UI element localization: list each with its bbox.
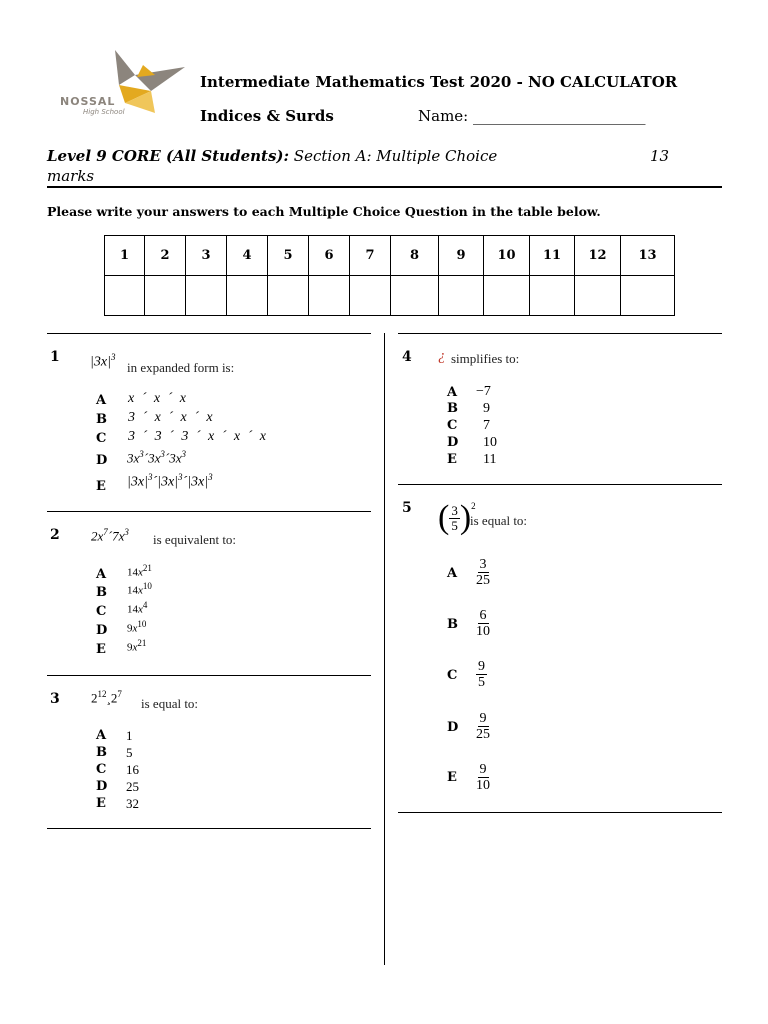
answer-col-10: 10 xyxy=(484,236,530,276)
right-rule-top xyxy=(398,333,722,334)
school-logo xyxy=(55,45,190,120)
q5-c-numerator: 9 xyxy=(478,659,485,674)
question-2-number: 2 xyxy=(50,527,60,543)
q3-option-a: 1 xyxy=(126,728,133,743)
q4-option-c: 7 xyxy=(483,418,490,433)
column-divider xyxy=(384,333,385,965)
left-rule-top xyxy=(47,333,371,334)
question-5-number: 5 xyxy=(402,500,412,516)
left-rule-q3 xyxy=(47,675,371,676)
q3-letter-b: B xyxy=(96,745,107,760)
q5-e-denominator: 10 xyxy=(476,778,490,793)
section-divider xyxy=(47,186,722,188)
q3-letter-e: E xyxy=(96,796,106,811)
q5-d-numerator: 9 xyxy=(479,711,487,726)
question-1-prompt: in expanded form is: xyxy=(127,360,235,375)
test-title: Intermediate Mathematics Test 2020 - NO CALCULATOR xyxy=(200,73,678,91)
q5-letter-d: D xyxy=(447,720,459,735)
answer-col-4: 4 xyxy=(227,236,268,276)
answer-cell-9[interactable] xyxy=(439,276,484,316)
q5-a-denominator: 25 xyxy=(476,573,490,588)
question-4-glyph: ¿ xyxy=(438,348,446,364)
answer-col-5: 5 xyxy=(268,236,309,276)
marks-number: 13 xyxy=(650,147,670,165)
answer-cell-2[interactable] xyxy=(145,276,186,316)
section-level: Level 9 CORE (All Students): xyxy=(47,147,290,165)
q1-option-b: 3 ´ x ´ x ´ x xyxy=(128,410,215,425)
q5-option-c xyxy=(476,659,487,690)
question-5-expression: ( $\frac{3}{5}$ ) $^2$ xyxy=(438,499,476,536)
answer-cell-11[interactable] xyxy=(530,276,575,316)
q1-letter-a: A xyxy=(96,393,107,408)
q1-option-a: x ´ x ´ x xyxy=(128,391,188,406)
question-4-prompt: simplifies to: xyxy=(451,351,520,366)
q5-letter-c: C xyxy=(447,668,458,683)
question-2-prompt: is equivalent to: xyxy=(153,532,237,547)
q5-letter-b: B xyxy=(447,617,458,632)
q1-option-d: $3x^3´3x^3´3x^3$ xyxy=(127,449,187,466)
left-rule-bottom xyxy=(47,828,371,829)
q1-letter-b: B xyxy=(96,412,107,427)
answer-cell-1[interactable] xyxy=(105,276,145,316)
q2-letter-e: E xyxy=(96,642,106,657)
q5-c-denominator: 5 xyxy=(478,675,485,690)
question-3-expression: $2^{12}¸2^7$ xyxy=(91,689,122,706)
logo-text: NOSSAL xyxy=(60,95,116,108)
q5-option-d xyxy=(476,711,490,742)
q5-letter-a: A xyxy=(447,566,458,581)
marks-word: marks xyxy=(47,167,95,185)
q2-letter-b: B xyxy=(96,585,107,600)
answer-cell-12[interactable] xyxy=(575,276,621,316)
answer-table-header-row xyxy=(105,236,675,276)
answer-col-7: 7 xyxy=(350,236,391,276)
q2-option-d: $9x^{10}$ xyxy=(127,619,147,635)
q4-letter-b: B xyxy=(447,401,458,416)
section-title: Section A: Multiple Choice xyxy=(289,147,498,165)
q4-letter-d: D xyxy=(447,435,459,450)
q1-option-e: $|3x|^3´|3x|^3´|3x|^3$ xyxy=(127,472,213,490)
right-rule-bottom xyxy=(398,812,722,813)
logo-subtext: High School xyxy=(83,108,125,116)
q3-option-c: 16 xyxy=(126,762,139,777)
q5-option-e xyxy=(476,762,490,793)
q3-option-e: 32 xyxy=(126,796,139,811)
q3-option-b: 5 xyxy=(126,745,133,760)
answer-col-3: 3 xyxy=(186,236,227,276)
answer-cell-10[interactable] xyxy=(484,276,530,316)
q3-letter-a: A xyxy=(96,728,107,743)
q5-b-denominator: 10 xyxy=(476,624,490,639)
answer-col-6: 6 xyxy=(309,236,350,276)
name-field[interactable]: Name: _______________________ xyxy=(418,107,646,125)
instructions: Please write your answers to each Multiple Choice Question in the table below. xyxy=(47,204,601,219)
answer-cell-8[interactable] xyxy=(391,276,439,316)
question-1-expression: $|3x|^3$ xyxy=(90,352,116,370)
q4-option-a: −7 xyxy=(476,384,491,399)
answer-table-input-row xyxy=(105,276,675,316)
q1-letter-c: C xyxy=(96,431,107,446)
question-3-number: 3 xyxy=(50,691,60,707)
q5-e-numerator: 9 xyxy=(479,762,487,777)
answer-col-9: 9 xyxy=(439,236,484,276)
q2-letter-c: C xyxy=(96,604,107,619)
question-2-expression: $2x^7´7x^3$ xyxy=(91,527,129,544)
right-rule-q5 xyxy=(398,484,722,485)
question-5-prompt: is equal to: xyxy=(470,513,528,528)
q3-letter-d: D xyxy=(96,779,108,794)
q5-option-a xyxy=(476,557,490,588)
q3-letter-c: C xyxy=(96,762,107,777)
answer-col-1: 1 xyxy=(105,236,145,276)
q4-letter-e: E xyxy=(447,452,457,467)
q1-letter-e: E xyxy=(96,479,106,494)
q4-option-e: 11 xyxy=(483,452,497,467)
q4-option-b: 9 xyxy=(483,401,490,416)
q2-option-a: $14x^{21}$ xyxy=(127,563,152,579)
q5-a-numerator: 3 xyxy=(479,557,487,572)
answer-col-12: 12 xyxy=(575,236,621,276)
answer-col-2: 2 xyxy=(145,236,186,276)
answer-table xyxy=(104,235,675,316)
q5-option-b xyxy=(476,608,490,639)
answer-col-13: 13 xyxy=(621,236,675,276)
answer-cell-5[interactable] xyxy=(268,276,309,316)
q4-option-d: 10 xyxy=(483,435,497,450)
question-1-number: 1 xyxy=(50,349,60,365)
q5-letter-e: E xyxy=(447,770,457,785)
answer-cell-6[interactable] xyxy=(309,276,350,316)
answer-col-8: 8 xyxy=(391,236,439,276)
answer-cell-3[interactable] xyxy=(186,276,227,316)
q2-letter-a: A xyxy=(96,567,107,582)
q5-b-numerator: 6 xyxy=(479,608,487,623)
test-subtitle: Indices & Surds xyxy=(200,107,334,125)
q5-d-denominator: 25 xyxy=(476,727,490,742)
q2-option-c: $14x^4$ xyxy=(127,600,148,616)
q2-letter-d: D xyxy=(96,623,108,638)
answer-cell-7[interactable] xyxy=(350,276,391,316)
q3-option-d: 25 xyxy=(126,779,139,794)
q4-letter-c: C xyxy=(447,418,458,433)
q1-letter-d: D xyxy=(96,453,108,468)
q2-option-b: $14x^{10}$ xyxy=(127,581,152,597)
question-4-number: 4 xyxy=(402,349,412,365)
answer-cell-4[interactable] xyxy=(227,276,268,316)
section-heading xyxy=(47,147,497,165)
answer-cell-13[interactable] xyxy=(621,276,675,316)
q1-option-c: 3 ´ 3 ´ 3 ´ x ´ x ´ x xyxy=(128,429,268,444)
q2-option-e: $9x^{21}$ xyxy=(127,638,147,654)
answer-col-11: 11 xyxy=(530,236,575,276)
q4-letter-a: A xyxy=(447,385,458,400)
question-3-prompt: is equal to: xyxy=(141,696,199,711)
left-rule-q2 xyxy=(47,511,371,512)
